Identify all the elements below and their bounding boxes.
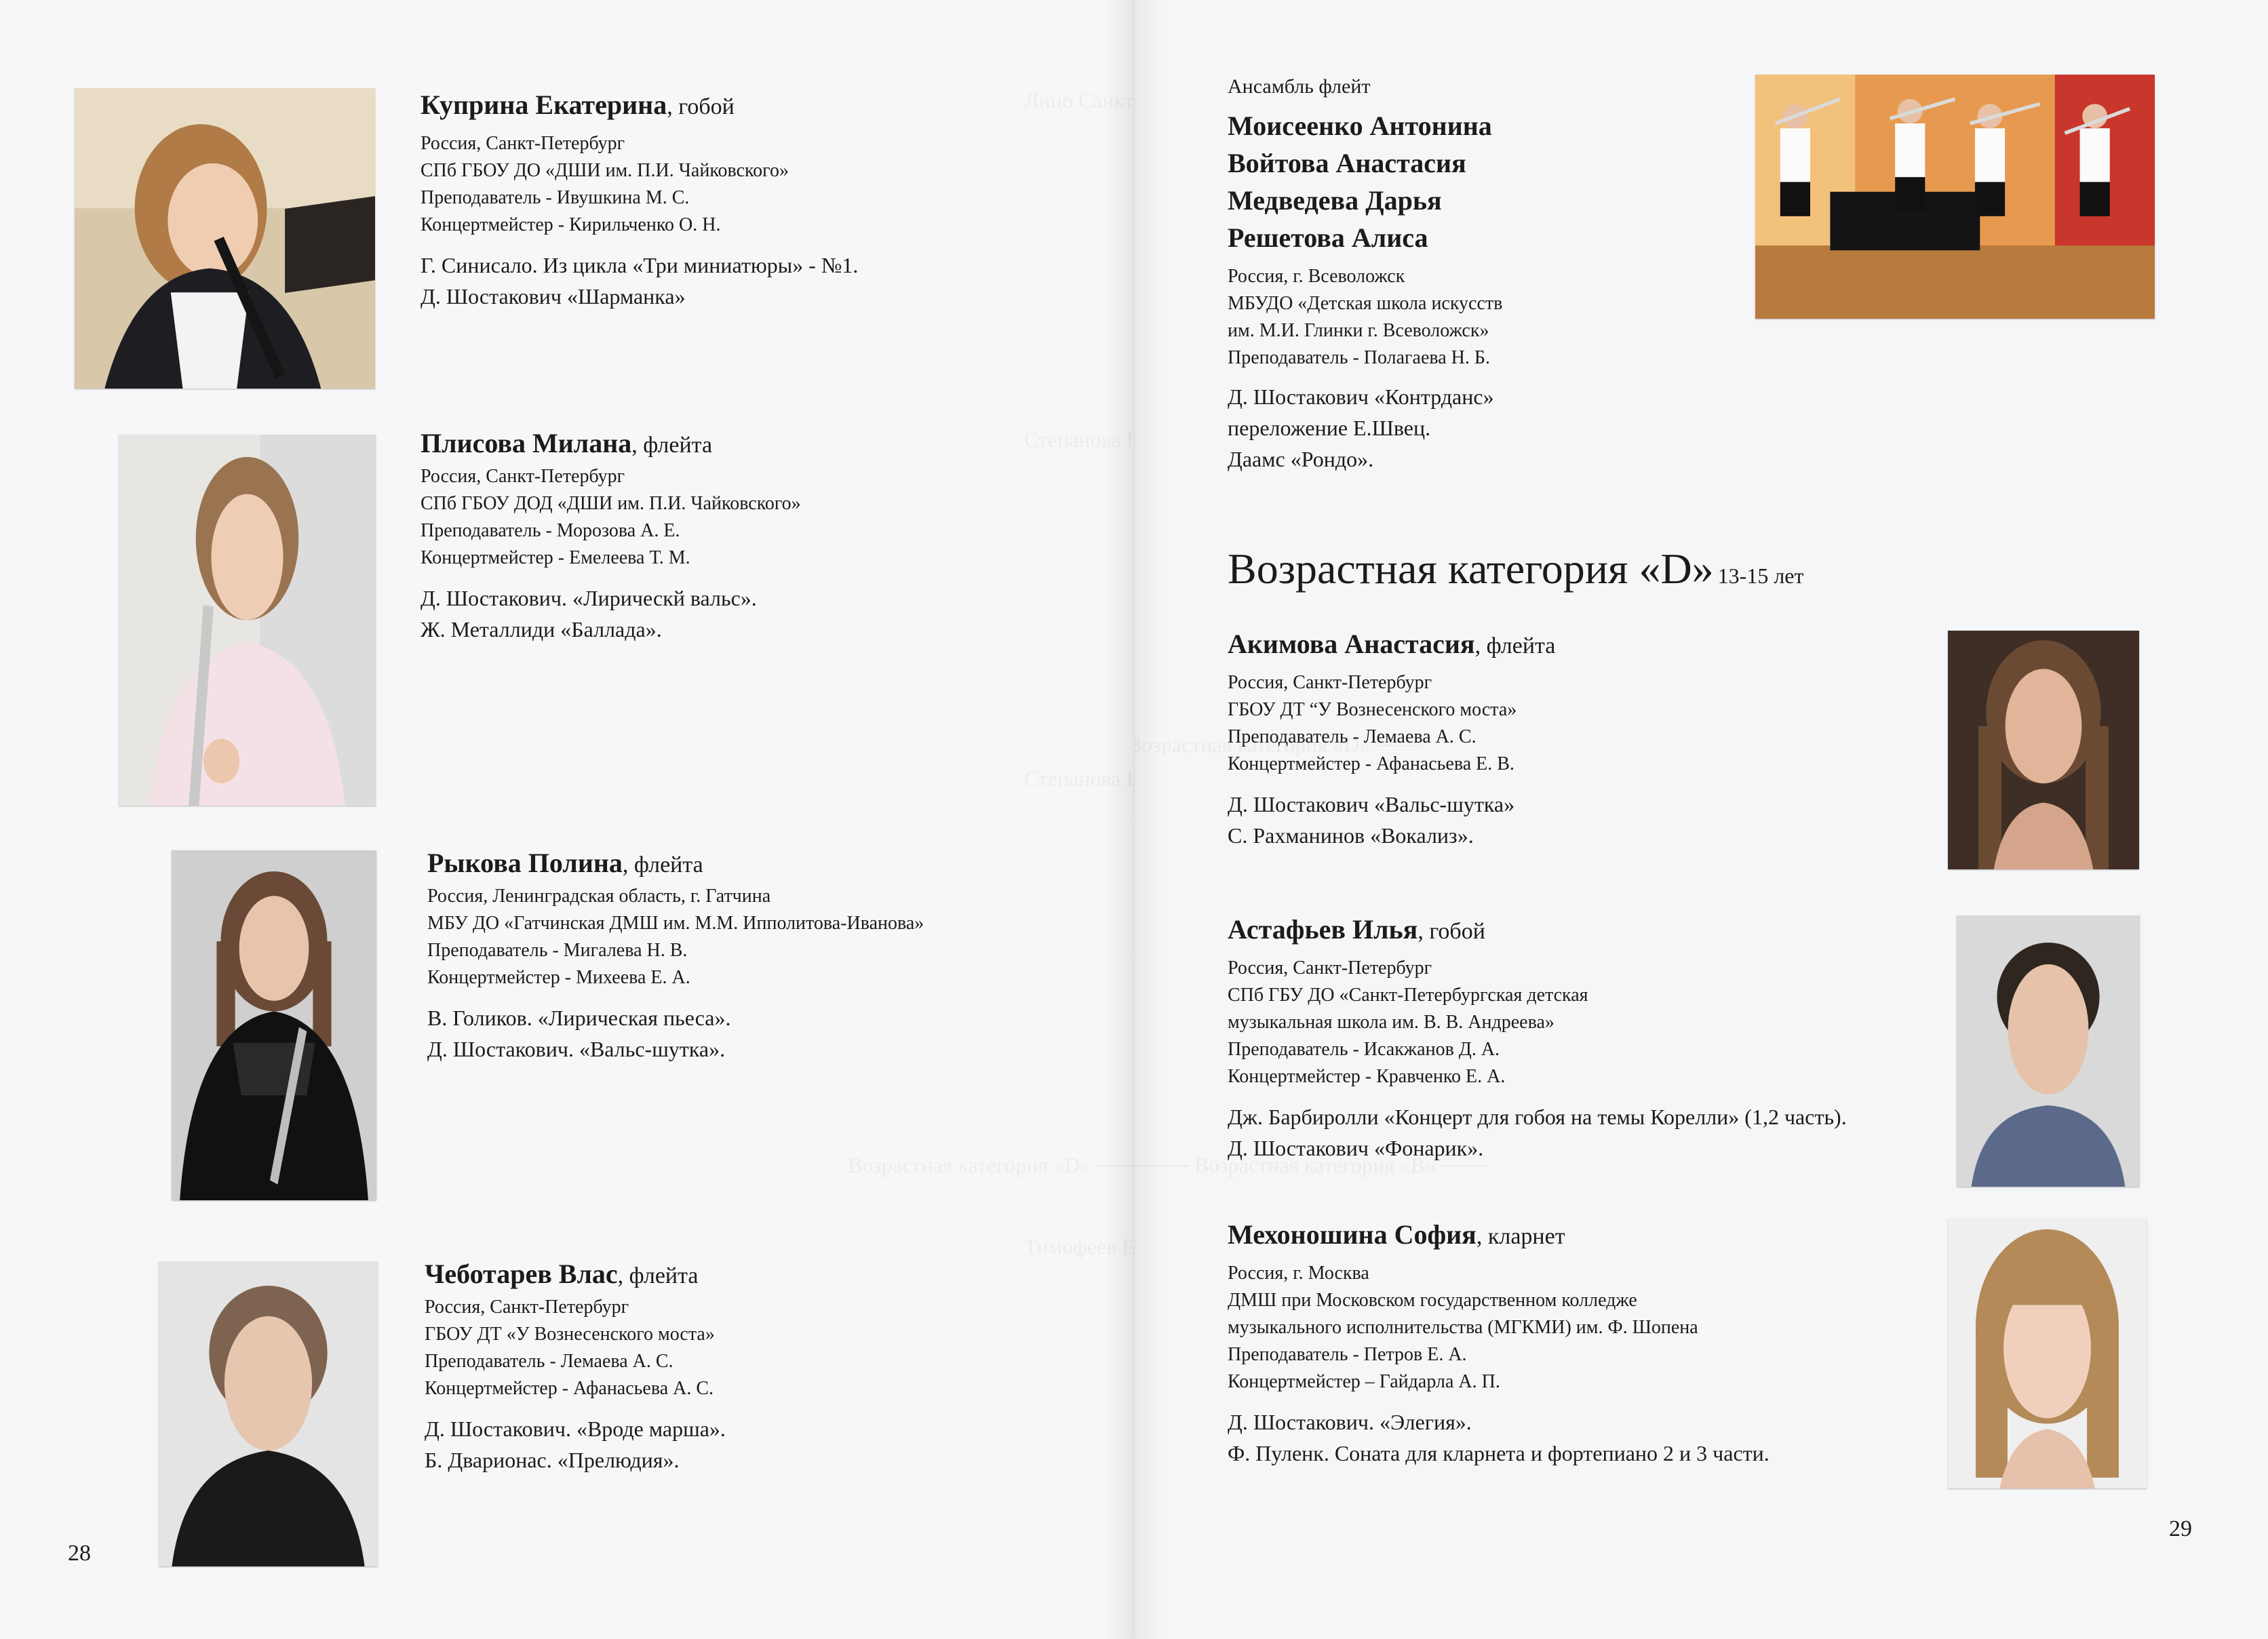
detail-line: Россия, Санкт-Петербург xyxy=(1228,672,1432,693)
repertoire-line: Д. Шостакович. «Вальс-шутка». xyxy=(427,1037,726,1061)
detail-line: МБУ ДО «Гатчинская ДМШ им. М.М. Ипполитова-Иванова» xyxy=(427,913,924,934)
ensemble-label: Ансамбль флейт xyxy=(1228,75,1371,98)
repertoire-line: Ф. Пуленк. Соната для кларнета и фортепиано 2 и 3 части. xyxy=(1228,1441,1770,1465)
detail-line: Россия, Санкт-Петербург xyxy=(421,466,625,487)
participant-entry xyxy=(1228,1219,1770,1469)
participant-instrument: , флейта xyxy=(631,433,713,458)
participant-name-line xyxy=(1228,1219,1770,1253)
detail-line: Концертмейстер - Кирильченко О. Н. xyxy=(421,214,721,235)
participant-instrument: , кларнет xyxy=(1476,1224,1565,1249)
detail-line: Россия, Санкт-Петербург xyxy=(421,133,625,154)
participant-name: Куприна Екатерина xyxy=(421,90,667,120)
participant-name: Астафьев Илья xyxy=(1228,914,1418,945)
detail-line: МБУДО «Детская школа искусств xyxy=(1228,293,1503,314)
detail-line: ГБОУ ДТ «У Вознесенского моста» xyxy=(425,1324,715,1345)
repertoire-line: Г. Синисало. Из цикла «Три миниатюры» - №1. xyxy=(421,253,859,277)
repertoire-line: С. Рахманинов «Вокализ». xyxy=(1228,823,1474,848)
repertoire-line: Д. Шостакович. «Вроде марша». xyxy=(425,1417,726,1441)
ensemble-member: Медведева Дарья xyxy=(1228,185,1442,216)
repertoire-line: Б. Дварионас. «Прелюдия». xyxy=(425,1448,680,1472)
participant-name-line xyxy=(421,427,801,462)
detail-line: Россия, г. Москва xyxy=(1228,1263,1369,1284)
detail-line: Преподаватель - Исакжанов Д. А. xyxy=(1228,1039,1500,1060)
photo-kuprina xyxy=(75,88,375,389)
repertoire-line: Ж. Металлиди «Баллада». xyxy=(421,617,662,641)
photo-flute-ensemble xyxy=(1755,75,2155,319)
participant-name-line xyxy=(1228,628,1555,663)
participant-instrument: , гобой xyxy=(1418,919,1485,944)
participant-name: Чеботарев Влас xyxy=(425,1259,618,1289)
detail-line: Преподаватель - Петров Е. А. xyxy=(1228,1344,1467,1365)
detail-line: СПб ГБОУ ДО «ДШИ им. П.И. Чайковского» xyxy=(421,160,789,181)
repertoire-line: Дж. Барбиролли «Концерт для гобоя на темы Корелли» (1,2 часть). xyxy=(1228,1105,1847,1129)
age-category-heading xyxy=(1228,544,1803,594)
participant-name-line xyxy=(427,847,924,882)
detail-line: Преподаватель - Ивушкина М. С. xyxy=(421,187,690,208)
participant-instrument: , флейта xyxy=(622,852,703,877)
participant-entry xyxy=(421,89,858,312)
detail-line: ГБОУ ДТ “У Вознесенского моста» xyxy=(1228,699,1517,720)
detail-line: им. М.И. Глинки г. Всеволожск» xyxy=(1228,320,1489,341)
participant-entry xyxy=(1228,913,1847,1164)
ensemble-member: Решетова Алиса xyxy=(1228,222,1428,253)
detail-line: Россия, Ленинградская область, г. Гатчина xyxy=(427,886,771,907)
repertoire-line: Д. Шостакович «Шарманка» xyxy=(421,284,686,309)
photo-chebotarev xyxy=(159,1261,378,1566)
participant-instrument: , гобой xyxy=(667,94,735,119)
repertoire-line: переложение Е.Швец. xyxy=(1228,416,1431,440)
participant-entry xyxy=(1228,628,1555,851)
detail-line: Концертмейстер - Михеева Е. А. xyxy=(427,967,690,988)
detail-line: СПб ГБУ ДО «Санкт-Петербургская детская xyxy=(1228,985,1588,1006)
detail-line: Концертмейстер - Афанасьева Е. В. xyxy=(1228,753,1514,774)
participant-entry xyxy=(425,1258,726,1476)
page-number-right: 29 xyxy=(2169,1516,2192,1541)
detail-line: СПб ГБОУ ДОД «ДШИ им. П.И. Чайковского» xyxy=(421,493,801,514)
age-category-range: 13-15 лет xyxy=(1717,564,1804,588)
repertoire-line: Даамс «Рондо». xyxy=(1228,447,1374,471)
book-gutter xyxy=(1106,0,1162,1639)
photo-mekhonoshina xyxy=(1948,1219,2147,1488)
participant-name-line xyxy=(425,1258,726,1292)
page-number-left: 28 xyxy=(68,1541,91,1566)
participant-entry xyxy=(421,427,801,645)
detail-line: Россия, Санкт-Петербург xyxy=(1228,957,1432,979)
participant-name: Плисова Милана xyxy=(421,428,632,458)
detail-line: Преподаватель - Полагаева Н. Б. xyxy=(1228,347,1490,368)
participant-instrument: , флейта xyxy=(617,1263,699,1288)
photo-akimova xyxy=(1948,631,2139,869)
photo-astafyev xyxy=(1957,915,2140,1187)
detail-line: Преподаватель - Лемаева А. С. xyxy=(425,1351,673,1372)
participant-name: Рыкова Полина xyxy=(427,848,623,878)
detail-line: ДМШ при Московском государственном колледже xyxy=(1228,1290,1637,1311)
detail-line: музыкального исполнительства (МГКМИ) им. Ф. Шопена xyxy=(1228,1317,1698,1338)
ensemble-entry xyxy=(1228,73,1502,475)
repertoire-line: Д. Шостакович «Контрданс» xyxy=(1228,384,1494,409)
age-category-title: Возрастная категория «D» xyxy=(1228,545,1714,593)
repertoire-line: Д. Шостакович. «Элегия». xyxy=(1228,1410,1472,1434)
detail-line: Концертмейстер - Афанасьева А. С. xyxy=(425,1378,714,1399)
detail-line: Преподаватель - Мигалева Н. В. xyxy=(427,940,688,961)
photo-rykova xyxy=(172,850,376,1200)
repertoire-line: Д. Шостакович «Фонарик». xyxy=(1228,1136,1484,1160)
detail-line: Преподаватель - Лемаева А. С. xyxy=(1228,726,1477,747)
photo-plisova xyxy=(119,435,376,806)
detail-line: музыкальная школа им. В. В. Андреева» xyxy=(1228,1012,1555,1033)
participant-name: Мехоношина София xyxy=(1228,1219,1477,1250)
detail-line: Концертмейстер - Кравченко Е. А. xyxy=(1228,1066,1506,1087)
detail-line: Концертмейстер - Емелеева Т. М. xyxy=(421,547,690,568)
ensemble-member: Моисеенко Антонина xyxy=(1228,111,1492,141)
repertoire-line: Д. Шостакович «Вальс-шутка» xyxy=(1228,792,1515,816)
participant-name-line xyxy=(1228,913,1847,948)
detail-line: Россия, Санкт-Петербург xyxy=(425,1297,629,1318)
repertoire-line: В. Голиков. «Лирическая пьеса». xyxy=(427,1006,731,1030)
detail-line: Преподаватель - Морозова А. Е. xyxy=(421,520,680,541)
participant-name-line xyxy=(421,89,858,123)
detail-line: Россия, г. Всеволожск xyxy=(1228,266,1405,287)
participant-instrument: , флейта xyxy=(1474,633,1556,658)
ensemble-member: Войтова Анастасия xyxy=(1228,148,1466,178)
repertoire-line: Д. Шостакович. «Лирическй вальс». xyxy=(421,586,757,610)
detail-line: Концертмейстер – Гайдарла А. П. xyxy=(1228,1371,1500,1392)
participant-entry xyxy=(427,847,924,1065)
participant-name: Акимова Анастасия xyxy=(1228,629,1475,659)
